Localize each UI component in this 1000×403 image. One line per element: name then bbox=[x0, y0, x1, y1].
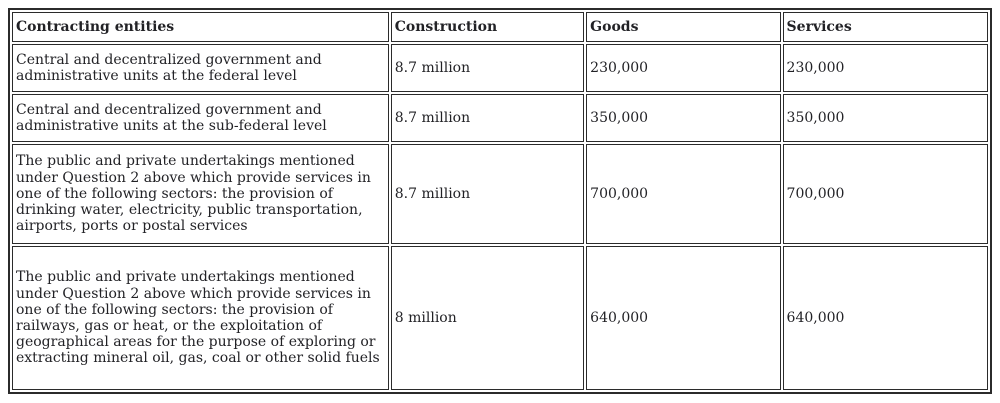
services-cell: 640,000 bbox=[783, 246, 988, 390]
table-row bbox=[12, 246, 988, 390]
services-cell: 230,000 bbox=[783, 44, 988, 92]
goods-cell: 700,000 bbox=[586, 144, 780, 244]
thresholds-table bbox=[8, 8, 992, 394]
entity-cell: Central and decentralized government and administrative units at the federal level bbox=[12, 44, 389, 92]
column-header-contracting-entities: Contracting entities bbox=[12, 12, 389, 42]
entity-cell: Central and decentralized government and administrative units at the sub-federal level bbox=[12, 94, 389, 142]
construction-cell: 8.7 million bbox=[391, 144, 584, 244]
construction-cell: 8.7 million bbox=[391, 44, 584, 92]
entity-cell: The public and private undertakings mentioned under Question 2 above which provide services in one of the following sectors: the provision of drinking water, electricity, public transportation, airports, ports or postal services bbox=[12, 144, 389, 244]
table-row bbox=[12, 44, 988, 92]
services-cell: 350,000 bbox=[783, 94, 988, 142]
column-header-goods: Goods bbox=[586, 12, 780, 42]
goods-cell: 640,000 bbox=[586, 246, 780, 390]
entity-cell: The public and private undertakings mentioned under Question 2 above which provide services in one of the following sectors: the provision of railways, gas or heat, or the exploitation of geographical areas for the purpose of exploring or extracting mineral oil, gas, coal or other solid fuels bbox=[12, 246, 389, 390]
construction-cell: 8.7 million bbox=[391, 94, 584, 142]
goods-cell: 230,000 bbox=[586, 44, 780, 92]
services-cell: 700,000 bbox=[783, 144, 988, 244]
table-row bbox=[12, 144, 988, 244]
construction-cell: 8 million bbox=[391, 246, 584, 390]
column-header-services: Services bbox=[783, 12, 988, 42]
goods-cell: 350,000 bbox=[586, 94, 780, 142]
header-row bbox=[12, 12, 988, 42]
table-row bbox=[12, 94, 988, 142]
column-header-construction: Construction bbox=[391, 12, 584, 42]
